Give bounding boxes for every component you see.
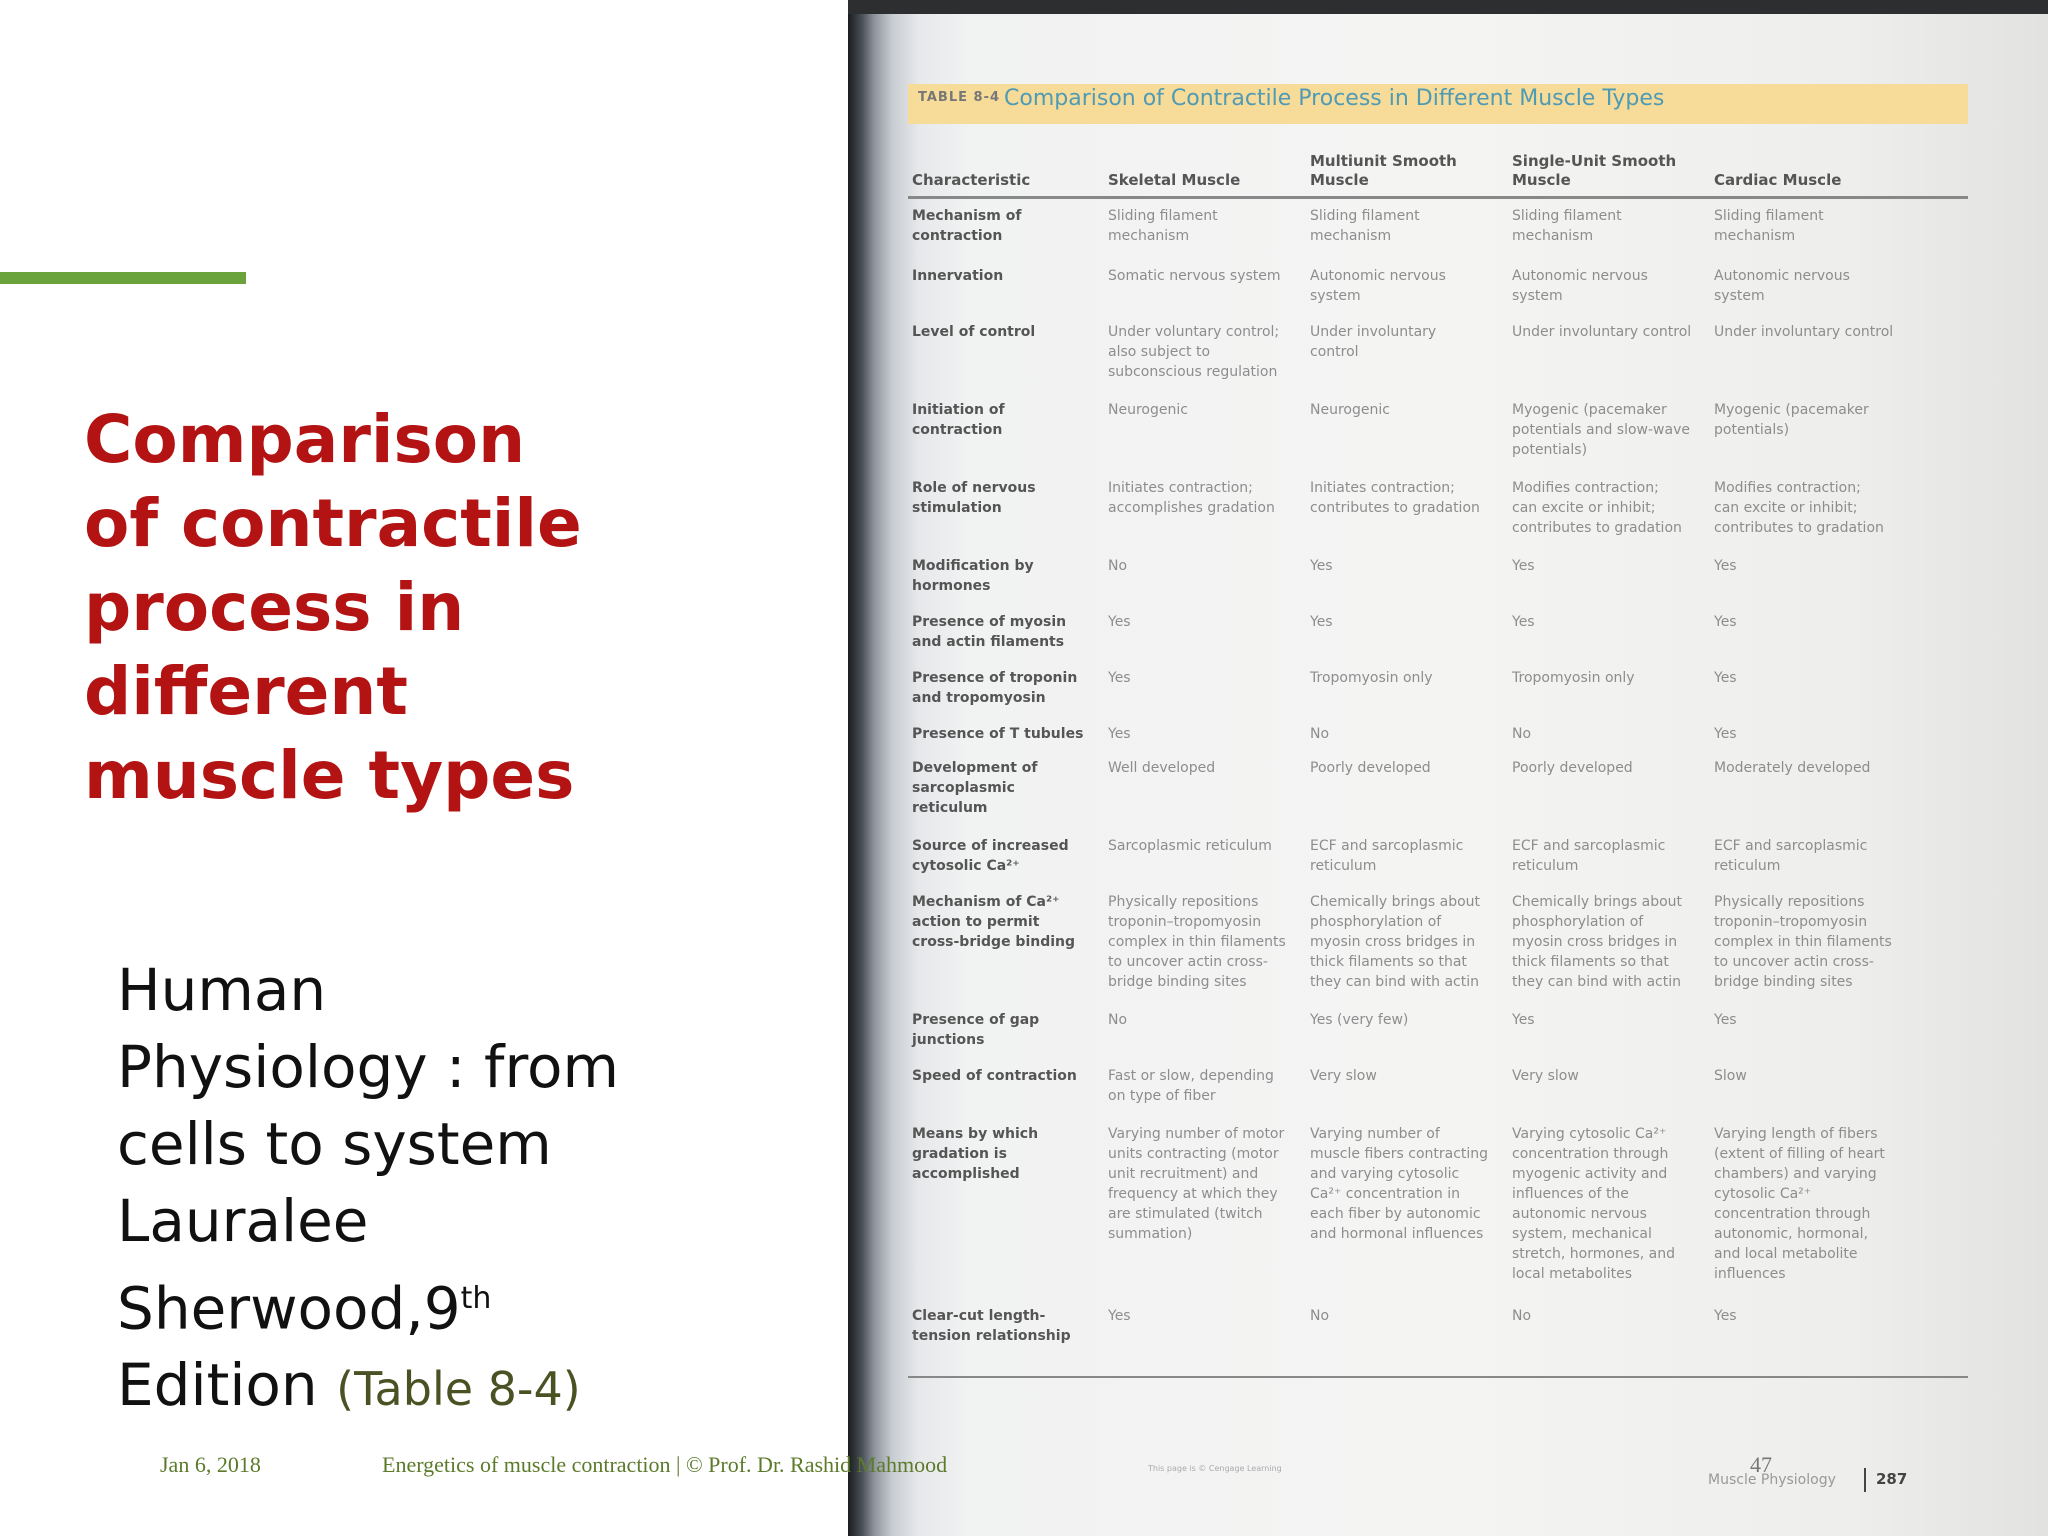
cell-single-unit-smooth: Poorly developed (1512, 760, 1633, 776)
cell-characteristic: Mechanism of Ca²⁺ action to permit cross-bridge binding (912, 894, 1076, 950)
cell-single-unit-smooth: Yes (1512, 1012, 1535, 1028)
footer-text: Energetics of muscle contraction | © Prof. Dr. Rashid Mahmood (382, 1452, 948, 1477)
cell-multiunit-smooth: ECF and sarcoplasmic reticulum (1310, 838, 1464, 874)
cell-skeletal: Physically repositions troponin–tropomyosin complex in thin filaments to uncover actin cross- bridge binding sites (1108, 894, 1286, 990)
running-footer: Muscle Physiology (1708, 1472, 1836, 1488)
cell-cardiac: Yes (1714, 1308, 1737, 1324)
cell-characteristic: Presence of myosin and actin filaments (912, 614, 1067, 650)
cell-cardiac: Varying length of fibers (extent of filling of heart chambers) and varying cytosolic Ca²⁺ concentration through autonomic, hormonal, and local metabolite influences (1714, 1126, 1885, 1282)
header-multiunit-smooth: Multiunit Smooth Muscle (1310, 152, 1457, 189)
cell-single-unit-smooth: Yes (1512, 614, 1535, 630)
cell-skeletal: Under voluntary control; also subject to subconscious regulation (1108, 324, 1280, 380)
cell-cardiac: Moderately developed (1714, 760, 1871, 776)
cell-characteristic: Means by which gradation is accomplished (912, 1126, 1039, 1182)
cell-characteristic: Presence of gap junctions (912, 1012, 1040, 1048)
footer-date: Jan 6, 2018 (160, 1452, 261, 1477)
reference-author: Sherwood,9 (117, 1274, 461, 1343)
table-reference: (Table 8-4) (336, 1362, 581, 1417)
cell-single-unit-smooth: Modifies contraction; can excite or inhibit; contributes to gradation (1512, 480, 1682, 536)
cell-skeletal: Yes (1108, 1308, 1131, 1324)
cell-single-unit-smooth: Varying cytosolic Ca²⁺ concentration through myogenic activity and influences of the autonomic nervous system, mechanical stretch, hormones, and local metabolites (1512, 1126, 1675, 1282)
table-row (908, 1010, 1968, 1066)
cell-cardiac: Yes (1714, 614, 1737, 630)
table-row (908, 1124, 1968, 1306)
book-reference (117, 952, 657, 1428)
cell-characteristic: Speed of contraction (912, 1068, 1077, 1084)
cell-characteristic: Source of increased cytosolic Ca²⁺ (912, 838, 1069, 874)
cell-skeletal: No (1108, 558, 1128, 574)
textbook-photo (848, 0, 2048, 1536)
table-row (908, 556, 1968, 612)
cell-single-unit-smooth: Autonomic nervous system (1512, 268, 1648, 304)
header-skeletal: Skeletal Muscle (1108, 171, 1241, 189)
cell-cardiac: Slow (1714, 1068, 1747, 1084)
cell-single-unit-smooth: Very slow (1512, 1068, 1579, 1084)
cell-characteristic: Modification by hormones (912, 558, 1034, 594)
table-row (908, 612, 1968, 668)
table-row (908, 892, 1968, 1010)
table-row (908, 206, 1968, 266)
cell-skeletal: Well developed (1108, 760, 1216, 776)
table-caption-band (908, 84, 1968, 124)
cell-skeletal: Varying number of motor units contracting (motor unit recruitment) and frequency at which they are stimulated (twitch summation) (1108, 1126, 1285, 1242)
slide-title (84, 398, 644, 818)
cell-single-unit-smooth: Yes (1512, 558, 1535, 574)
cell-characteristic: Development of sarcoplasmic reticulum (912, 760, 1038, 816)
slide-number: 47 (1750, 1452, 1772, 1477)
cell-cardiac: Myogenic (pacemaker potentials) (1714, 402, 1869, 438)
cell-multiunit-smooth: Poorly developed (1310, 760, 1431, 776)
cell-multiunit-smooth: Very slow (1310, 1068, 1377, 1084)
table-row (908, 836, 1968, 892)
cell-multiunit-smooth: Initiates contraction; contributes to gradation (1310, 480, 1480, 516)
cell-cardiac: Autonomic nervous system (1714, 268, 1850, 304)
table-row (908, 266, 1968, 322)
cell-skeletal: Somatic nervous system (1108, 268, 1281, 284)
cell-multiunit-smooth: Chemically brings about phosphorylation of myosin cross bridges in thick filaments so that they can bind with actin (1310, 894, 1481, 990)
cell-single-unit-smooth: ECF and sarcoplasmic reticulum (1512, 838, 1666, 874)
book-page-number: 287 (1876, 1470, 1908, 1488)
cell-skeletal: Yes (1108, 670, 1131, 686)
cell-cardiac: Yes (1714, 1012, 1737, 1028)
reference-line: Lauralee (117, 1187, 369, 1255)
reference-superscript: th (460, 1281, 492, 1316)
title-line: of contractile (84, 485, 582, 562)
cell-cardiac: Yes (1714, 558, 1737, 574)
cell-characteristic: Level of control (912, 324, 1036, 340)
title-line: muscle types (84, 737, 575, 814)
table-body (908, 206, 1968, 1356)
title-line: process in (84, 569, 465, 646)
cell-multiunit-smooth: No (1310, 1308, 1330, 1324)
cell-skeletal: Sliding filament mechanism (1108, 208, 1218, 244)
cell-multiunit-smooth: No (1310, 726, 1330, 742)
table-bottom-rule (908, 1376, 1968, 1378)
cell-skeletal: Sarcoplasmic reticulum (1108, 838, 1272, 854)
cell-single-unit-smooth: Under involuntary control (1512, 324, 1692, 340)
cell-multiunit-smooth: Tropomyosin only (1310, 670, 1433, 686)
cell-characteristic: Role of nervous stimulation (912, 480, 1036, 516)
table-row (908, 758, 1968, 836)
cell-cardiac: Yes (1714, 726, 1737, 742)
cell-characteristic: Innervation (912, 268, 1004, 284)
header-single-unit-smooth: Single-Unit Smooth Muscle (1512, 152, 1677, 189)
accent-bar (0, 272, 246, 284)
table-row (908, 724, 1968, 758)
reference-line: Physiology : from (117, 1033, 620, 1101)
cell-characteristic: Clear-cut length- tension relationship (912, 1308, 1071, 1344)
cell-characteristic: Initiation of contraction (912, 402, 1005, 438)
cell-skeletal: Neurogenic (1108, 402, 1188, 418)
table-row (908, 478, 1968, 556)
reference-line: Human (117, 956, 327, 1024)
cell-single-unit-smooth: Chemically brings about phosphorylation of myosin cross bridges in thick filaments so that they can bind with actin (1512, 894, 1683, 990)
table-label: TABLE 8-4 (918, 90, 1001, 105)
table-row (908, 1066, 1968, 1124)
cell-single-unit-smooth: Myogenic (pacemaker potentials and slow-wave potentials) (1512, 402, 1690, 458)
cell-cardiac: Physically repositions troponin–tropomyosin complex in thin filaments to uncover actin cross- bridge binding sites (1714, 894, 1892, 990)
reference-edition: Edition (117, 1351, 318, 1420)
table-row (908, 1306, 1968, 1356)
header-characteristic: Characteristic (912, 171, 1031, 189)
reference-line (117, 1347, 657, 1428)
title-line: different (84, 653, 408, 730)
cell-single-unit-smooth: No (1512, 726, 1532, 742)
cell-multiunit-smooth: Varying number of muscle fibers contracting and varying cytosolic Ca²⁺ concentration in each fiber by autonomic and hormonal influences (1310, 1126, 1489, 1242)
cell-cardiac: Sliding filament mechanism (1714, 208, 1824, 244)
table-row (908, 322, 1968, 400)
copyright-note: This page is © Cengage Learning (1148, 1464, 1282, 1473)
reference-line (117, 1260, 657, 1347)
cell-single-unit-smooth: No (1512, 1308, 1532, 1324)
table-row (908, 400, 1968, 478)
header-cardiac: Cardiac Muscle (1714, 171, 1842, 189)
cell-characteristic: Presence of troponin and tropomyosin (912, 670, 1078, 706)
header-rule (908, 196, 1968, 199)
table-row (908, 668, 1968, 724)
cell-multiunit-smooth: Yes (1310, 558, 1333, 574)
table-header-row (908, 134, 1968, 196)
cell-skeletal: Initiates contraction; accomplishes gradation (1108, 480, 1275, 516)
cell-multiunit-smooth: Sliding filament mechanism (1310, 208, 1420, 244)
cell-characteristic: Presence of T tubules (912, 726, 1084, 742)
cell-characteristic: Mechanism of contraction (912, 208, 1022, 244)
comparison-table (908, 134, 1968, 1356)
cell-cardiac: Yes (1714, 670, 1737, 686)
cell-cardiac: ECF and sarcoplasmic reticulum (1714, 838, 1868, 874)
cell-multiunit-smooth: Yes (1310, 614, 1333, 630)
cell-skeletal: Yes (1108, 614, 1131, 630)
cell-single-unit-smooth: Tropomyosin only (1512, 670, 1635, 686)
cell-skeletal: Fast or slow, depending on type of fiber (1108, 1068, 1274, 1104)
cell-skeletal: Yes (1108, 726, 1131, 742)
cell-skeletal: No (1108, 1012, 1128, 1028)
cell-multiunit-smooth: Yes (very few) (1310, 1012, 1409, 1028)
cell-multiunit-smooth: Autonomic nervous system (1310, 268, 1446, 304)
reference-line: cells to system (117, 1110, 552, 1178)
cell-multiunit-smooth: Neurogenic (1310, 402, 1390, 418)
table-caption: Comparison of Contractile Process in Different Muscle Types (1004, 86, 1665, 111)
title-line: Comparison (84, 401, 526, 478)
cell-cardiac: Under involuntary control (1714, 324, 1894, 340)
cell-single-unit-smooth: Sliding filament mechanism (1512, 208, 1622, 244)
cell-multiunit-smooth: Under involuntary control (1310, 324, 1437, 360)
cell-cardiac: Modifies contraction; can excite or inhibit; contributes to gradation (1714, 480, 1884, 536)
